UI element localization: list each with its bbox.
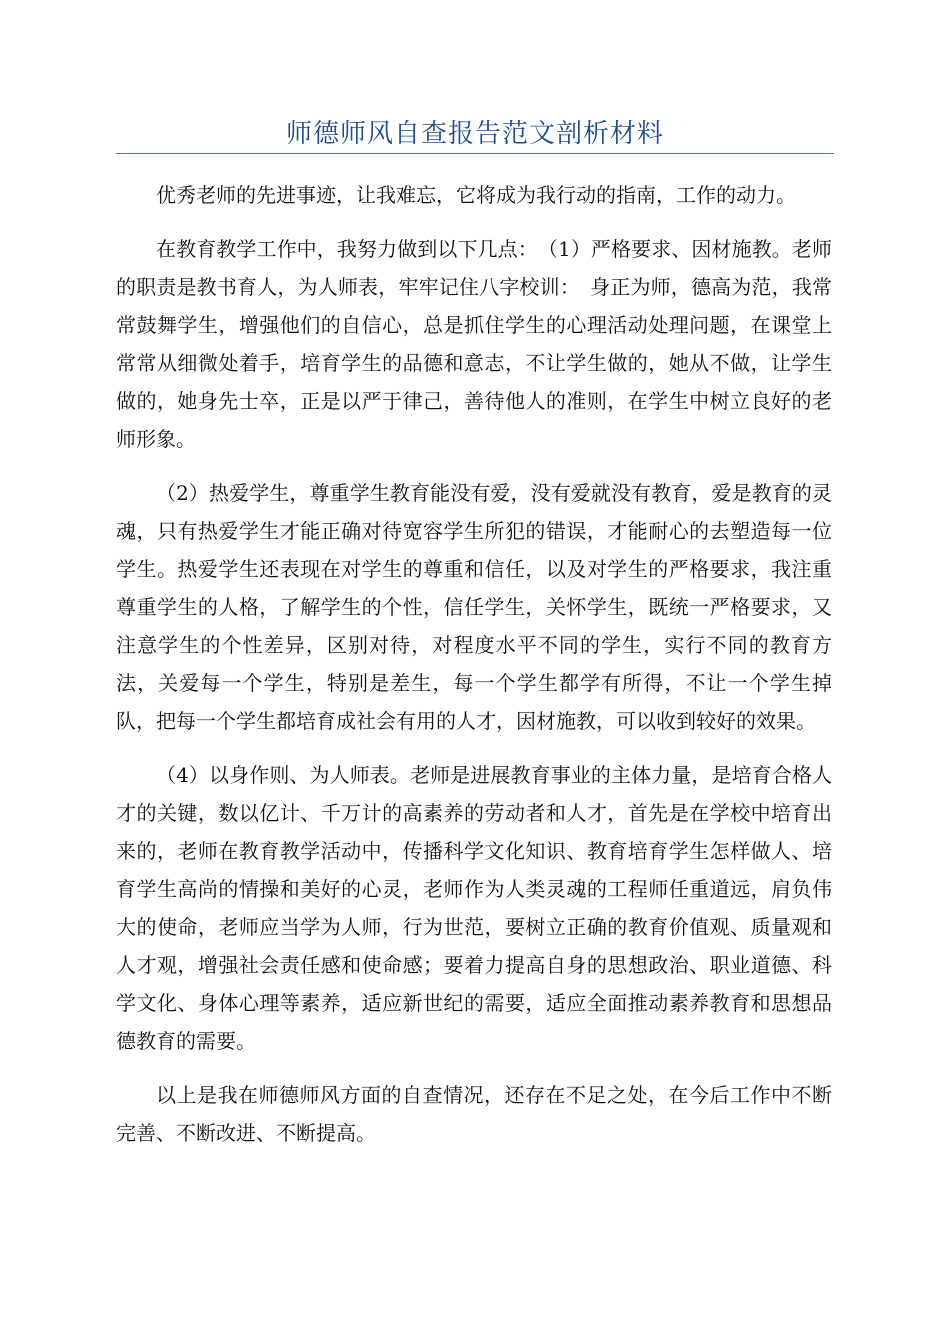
paragraph-conclusion: 以上是我在师德师风方面的自查情况，还存在不足之处，在今后工作中不断完善、不断改进、不断提高。 (116, 1083, 832, 1145)
paragraph-point-2: （2）热爱学生，尊重学生教育能没有爱，没有爱就没有教育，爱是教育的灵魂，只有热爱学生才能正确对待宽容学生所犯的错误，才能耐心的去塑造每一位学生。热爱学生还表现在对学生的尊重和信任，以及对学生的严格要求，我注重尊重学生的人格，了解学生的个性，信任学生，关怀学生，既统一严格要求，又注意学生的个性差异，区别对待，对程度水平不同的学生，实行不同的教育方法，关爱每一个学生，特别是差生，每一个学生都学有所得，不让一个学生掉队，把每一个学生都培育成社会有用的人才，因材施教，可以收到较好的效果。 (116, 481, 832, 733)
document-title: 师德师风自查报告范文剖析材料 (285, 119, 664, 149)
paragraph-intro: 优秀老师的先进事迹，让我难忘，它将成为我行动的指南，工作的动力。 (156, 183, 796, 207)
paragraph-point-1: 在教育教学工作中，我努力做到以下几点： （1）严格要求、因材施教。老师的职责是教书育人，为人师表，牢牢记住八字校训： 身正为师，德高为范，我常常鼓舞学生，增强他们的自信心，总是抓住学生的心理活动处理问题，在课堂上常常从细微处着手，培育学生的品德和意志，不让学生做的，她从不做，让学生做的，她身先士卒，正是以严于律己，善待他人的准则，在学生中树立良好的老师形象。 (116, 237, 832, 451)
document-body (116, 176, 832, 1168)
paragraph-point-4: （4）以身作则、为人师表。老师是进展教育事业的主体力量，是培育合格人才的关键，数以亿计、千万计的高素养的劳动者和人才，首先是在学校中培育出来的，老师在教育教学活动中，传播科学文化知识、教育培育学生怎样做人、培育学生高尚的情操和美好的心灵，老师作为人类灵魂的工程师任重道远，肩负伟大的使命，老师应当学为人师，行为世范，要树立正确的教育价值观、质量观和人才观，增强社会责任感和使命感；要着力提高自身的思想政治、职业道德、科学文化、身体心理等素养，适应新世纪的需要，适应全面推动素养教育和思想品德教育的需要。 (116, 763, 832, 1053)
title-underline-rule (116, 153, 834, 154)
